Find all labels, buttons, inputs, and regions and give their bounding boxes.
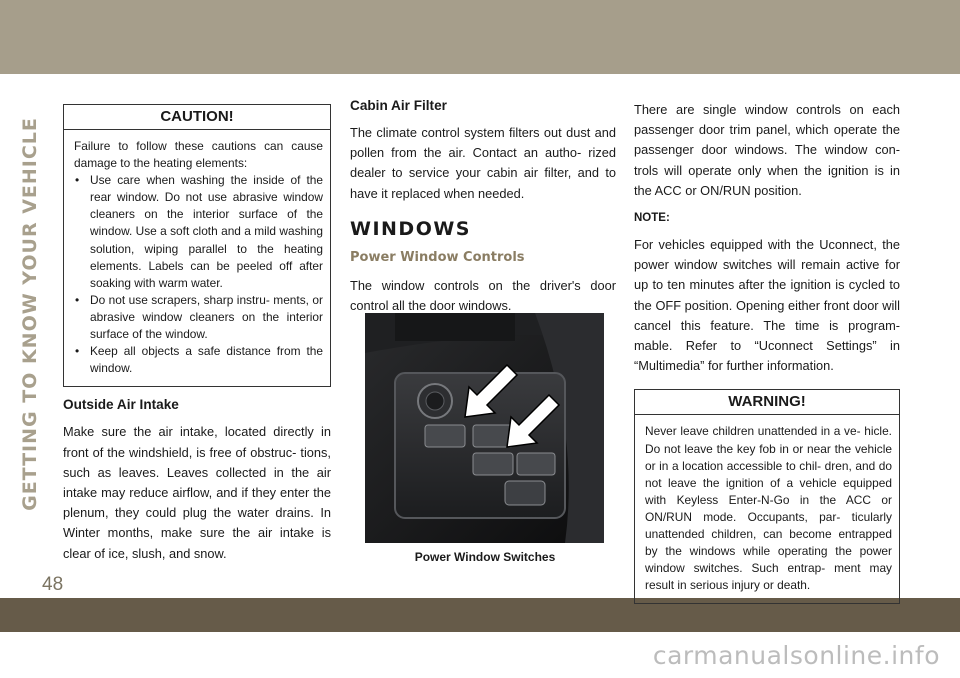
note-body: For vehicles equipped with the Uconnect, the power window switches will remain active for up to ten minutes after the ignition is cycled to the OFF position. Opening either front door will cancel this feature. The time is program- mable. Refer to “Uconnect Settings” in “Multimedia” for further information. [634, 237, 900, 374]
caution-box [63, 104, 331, 387]
figure-caption: Power Window Switches [414, 550, 556, 564]
power-window-subheading: Power Window Controls [350, 250, 525, 266]
caution-list [74, 172, 323, 377]
passenger-controls-text: There are single window controls on each passenger door trim panel, which operate the passenger door windows. The window con- trols will operate only when the ignition is in the ACC or ON/RUN position. [634, 102, 900, 198]
caution-item: • Keep all objects a safe distance from the window. [74, 343, 323, 377]
column-left [63, 104, 331, 573]
page-number: 48 [42, 574, 64, 595]
windows-heading: WINDOWS [350, 217, 471, 240]
warning-body [635, 415, 899, 603]
caution-title: CAUTION! [64, 105, 330, 130]
caution-intro: Failure to follow these cautions can cause damage to the heating elements: [74, 139, 323, 171]
outside-air-heading: Outside Air Intake [63, 397, 179, 413]
warning-text: Never leave children unattended in a ve- hicle. Do not leave the key fob in or near the vehicle or in a location accessible to chil- dren, and do not leave the ignition of a vehicle equipped with Keyless Enter-N-Go in the ACC or ON/RUN mode. Occupants, par- ticularly unattended children, can become entrapped by the windows while operating the power window switches. Such entrap- ment may result in serious injury or death. [645, 424, 892, 593]
column-middle [350, 96, 616, 326]
outside-air-body: Make sure the air intake, located directly in front of the windshield, is free of obstruc- tions, such as leaves. Leaves collected in the air intake may reduce airflow, and if they enter the plenum, they could plug the water drains. In Winter months, make sure the air intake is clear of ice, slush, and snow. [63, 424, 331, 561]
side-section-title: GETTING TO KNOW YOUR VEHICLE [19, 117, 41, 511]
note-label: NOTE: [634, 212, 670, 225]
cabin-filter-heading: Cabin Air Filter [350, 98, 447, 113]
caution-item: • Use care when washing the inside of the rear window. Do not use abrasive window cleaners on the interior surface of the window. Use a soft cloth and a mild washing solution, wiping parallel to the heating elements. Labels can be peeled off after soaking with warm water. [74, 172, 323, 292]
power-window-switches-photo [365, 313, 604, 543]
top-band [0, 0, 960, 74]
cabin-filter-body: The climate control system filters out dust and pollen from the air. Contact an autho- rized dealer to service your cabin air filter, and to have it replaced when needed. [350, 125, 616, 201]
warning-box [634, 389, 900, 604]
window-switch-illustration [365, 313, 604, 543]
warning-title: WARNING! [635, 390, 899, 415]
watermark: carmanualsonline.info [652, 641, 940, 670]
caution-item: • Do not use scrapers, sharp instru- ments, or abrasive window cleaners on the interior surface of the window. [74, 292, 323, 343]
caution-body [64, 130, 330, 386]
column-right [634, 100, 900, 612]
windows-body: The window controls on the driver's door control all the door windows. [350, 278, 616, 314]
side-section-tab [14, 104, 46, 524]
